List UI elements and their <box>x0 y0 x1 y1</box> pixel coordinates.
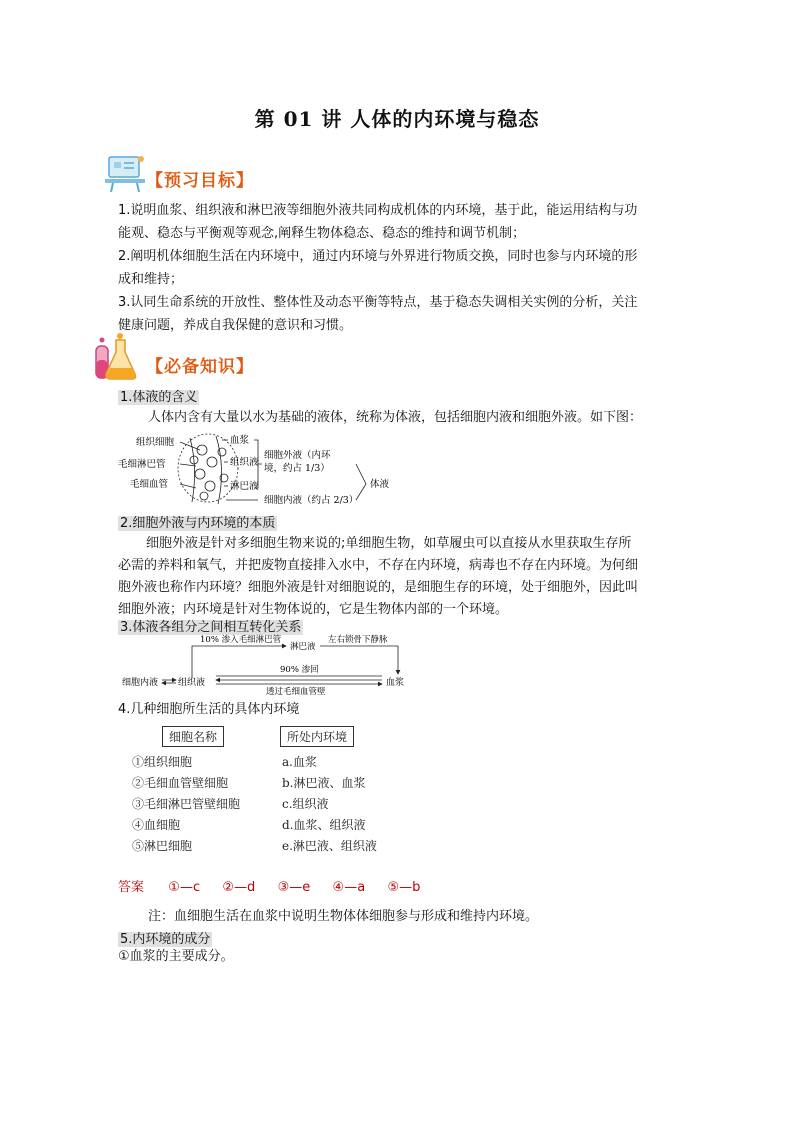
table-right-item: d.血浆、组织液 <box>282 818 366 832</box>
cell-environment-table <box>128 724 418 864</box>
table-left-item: ②毛细血管壁细胞 <box>132 776 229 790</box>
table-left-item: ①组织细胞 <box>132 755 193 769</box>
table-right-column <box>282 752 377 857</box>
section-5-item: ①血浆的主要成分。 <box>118 949 234 964</box>
label-plasma-2: 血浆 <box>386 678 405 688</box>
answer-item: ③—e <box>277 880 311 895</box>
label-extracellular-2: 境，约占 1/3） <box>264 463 330 474</box>
label-ten-percent: 10% 渗入毛细淋巴管 <box>200 635 282 645</box>
table-left-item: ③毛细淋巴管壁细胞 <box>132 797 241 811</box>
table-head-cell-name: 细胞名称 <box>162 726 224 747</box>
label-extracellular: 细胞外液（内环 <box>264 450 331 461</box>
label-blood-capillary: 毛细血管 <box>130 479 169 490</box>
preview-icon <box>103 153 149 193</box>
label-tissue-cell: 组织细胞 <box>136 437 175 448</box>
label-intracellular: 细胞内液（约占 2/3） <box>264 495 359 506</box>
section-2-line: 细胞外液是针对多细胞生物来说的;单细胞生物，如草履虫可以直接从水里获取生存所 <box>146 536 632 551</box>
label-intracellular-2: 细胞内液 <box>122 678 159 688</box>
label-ninety-percent: 90% 渗回 <box>280 665 319 675</box>
table-right-item: c.组织液 <box>282 797 329 811</box>
body-fluid-diagram <box>118 428 408 510</box>
answer-row <box>118 876 420 895</box>
section-3-title <box>118 616 303 635</box>
fluid-conversion-diagram <box>120 634 420 696</box>
answer-item: ①—c <box>168 880 201 895</box>
table-left-item: ⑤淋巴细胞 <box>132 839 193 853</box>
section-2-line: 胞外液也称作内环境？细胞外液是针对细胞说的，是细胞生存的环境，处于细胞外，因此叫 <box>118 580 639 595</box>
label-tissue-fluid-2: 组织液 <box>178 678 206 688</box>
answer-item: ④—a <box>332 880 366 895</box>
label-subclavian: 左右锁骨下静脉 <box>328 635 388 645</box>
section-2-title-text: 2.细胞外液与内环境的本质 <box>120 516 276 531</box>
table-right-item: e.淋巴液、组织液 <box>282 839 377 853</box>
section-1-title-text: 1.体液的含义 <box>120 390 198 405</box>
preview-line: 健康问题，养成自我保健的意识和习惯。 <box>118 318 353 333</box>
knowledge-heading: 【必备知识】 <box>146 357 254 377</box>
label-body-fluid: 体液 <box>370 479 390 490</box>
answer-label: 答案 <box>118 880 145 895</box>
page-title: 第 01 讲 人体的内环境与稳态 <box>254 107 540 131</box>
section-3-title-text: 3.体液各组分之间相互转化关系 <box>120 620 302 635</box>
answer-item: ②—d <box>222 880 256 895</box>
preview-goals <box>118 199 678 337</box>
section-2-text <box>118 533 678 621</box>
preview-heading: 【预习目标】 <box>146 171 254 191</box>
section-1-title <box>118 386 199 405</box>
flask-icon <box>90 332 138 382</box>
label-lymph-capillary: 毛细淋巴管 <box>118 459 166 470</box>
label-lymph: 淋巴液 <box>230 481 259 492</box>
table-right-item: b.淋巴液、血浆 <box>282 776 366 790</box>
section-1-text: 人体内含有大量以水为基础的液体，统称为体液，包括细胞内液和细胞外液。如下图： <box>148 410 643 425</box>
section-2-title <box>118 512 277 531</box>
answer-item: ⑤—b <box>387 880 421 895</box>
section-5-title-text: 5.内环境的成分 <box>120 932 211 947</box>
section-5-title <box>118 928 212 947</box>
table-head-environment: 所处内环境 <box>280 726 354 747</box>
label-plasma: 血浆 <box>230 435 250 446</box>
section-2-line: 必需的养料和氧气，并把废物直接排入水中，不存在内环境，病毒也不存在内环境。为何细 <box>118 558 639 573</box>
preview-line: 1.说明血浆、组织液和淋巴液等细胞外液共同构成机体的内环境，基于此，能运用结构与功 <box>118 203 638 218</box>
preview-line: 2.阐明机体细胞生活在内环境中，通过内环境与外界进行物质交换，同时也参与内环境的形 <box>118 249 638 264</box>
table-left-item: ④血细胞 <box>132 818 181 832</box>
table-right-item: a.血浆 <box>282 755 317 769</box>
preview-line: 能观、稳态与平衡观等观念,阐释生物体稳态、稳态的维持和调节机制； <box>118 226 526 241</box>
preview-line: 成和维持； <box>118 272 184 287</box>
preview-line: 3.认同生命系统的开放性、整体性及动态平衡等特点，基于稳态失调相关实例的分析，关注 <box>118 295 638 310</box>
label-lymph-node: 淋巴液 <box>290 642 316 652</box>
label-through-wall: 透过毛细血管壁 <box>266 687 326 696</box>
note-text: 注：血细胞生活在血浆中说明生物体体细胞参与形成和维持内环境。 <box>148 909 539 924</box>
label-tissue-fluid: 组织液 <box>230 457 259 468</box>
table-left-column <box>132 752 240 857</box>
section-4-title: 4.几种细胞所生活的具体内环境 <box>118 702 300 717</box>
section-2-line: 细胞外液；内环境是针对生物体说的，它是生物体内部的一个环境。 <box>118 602 509 617</box>
